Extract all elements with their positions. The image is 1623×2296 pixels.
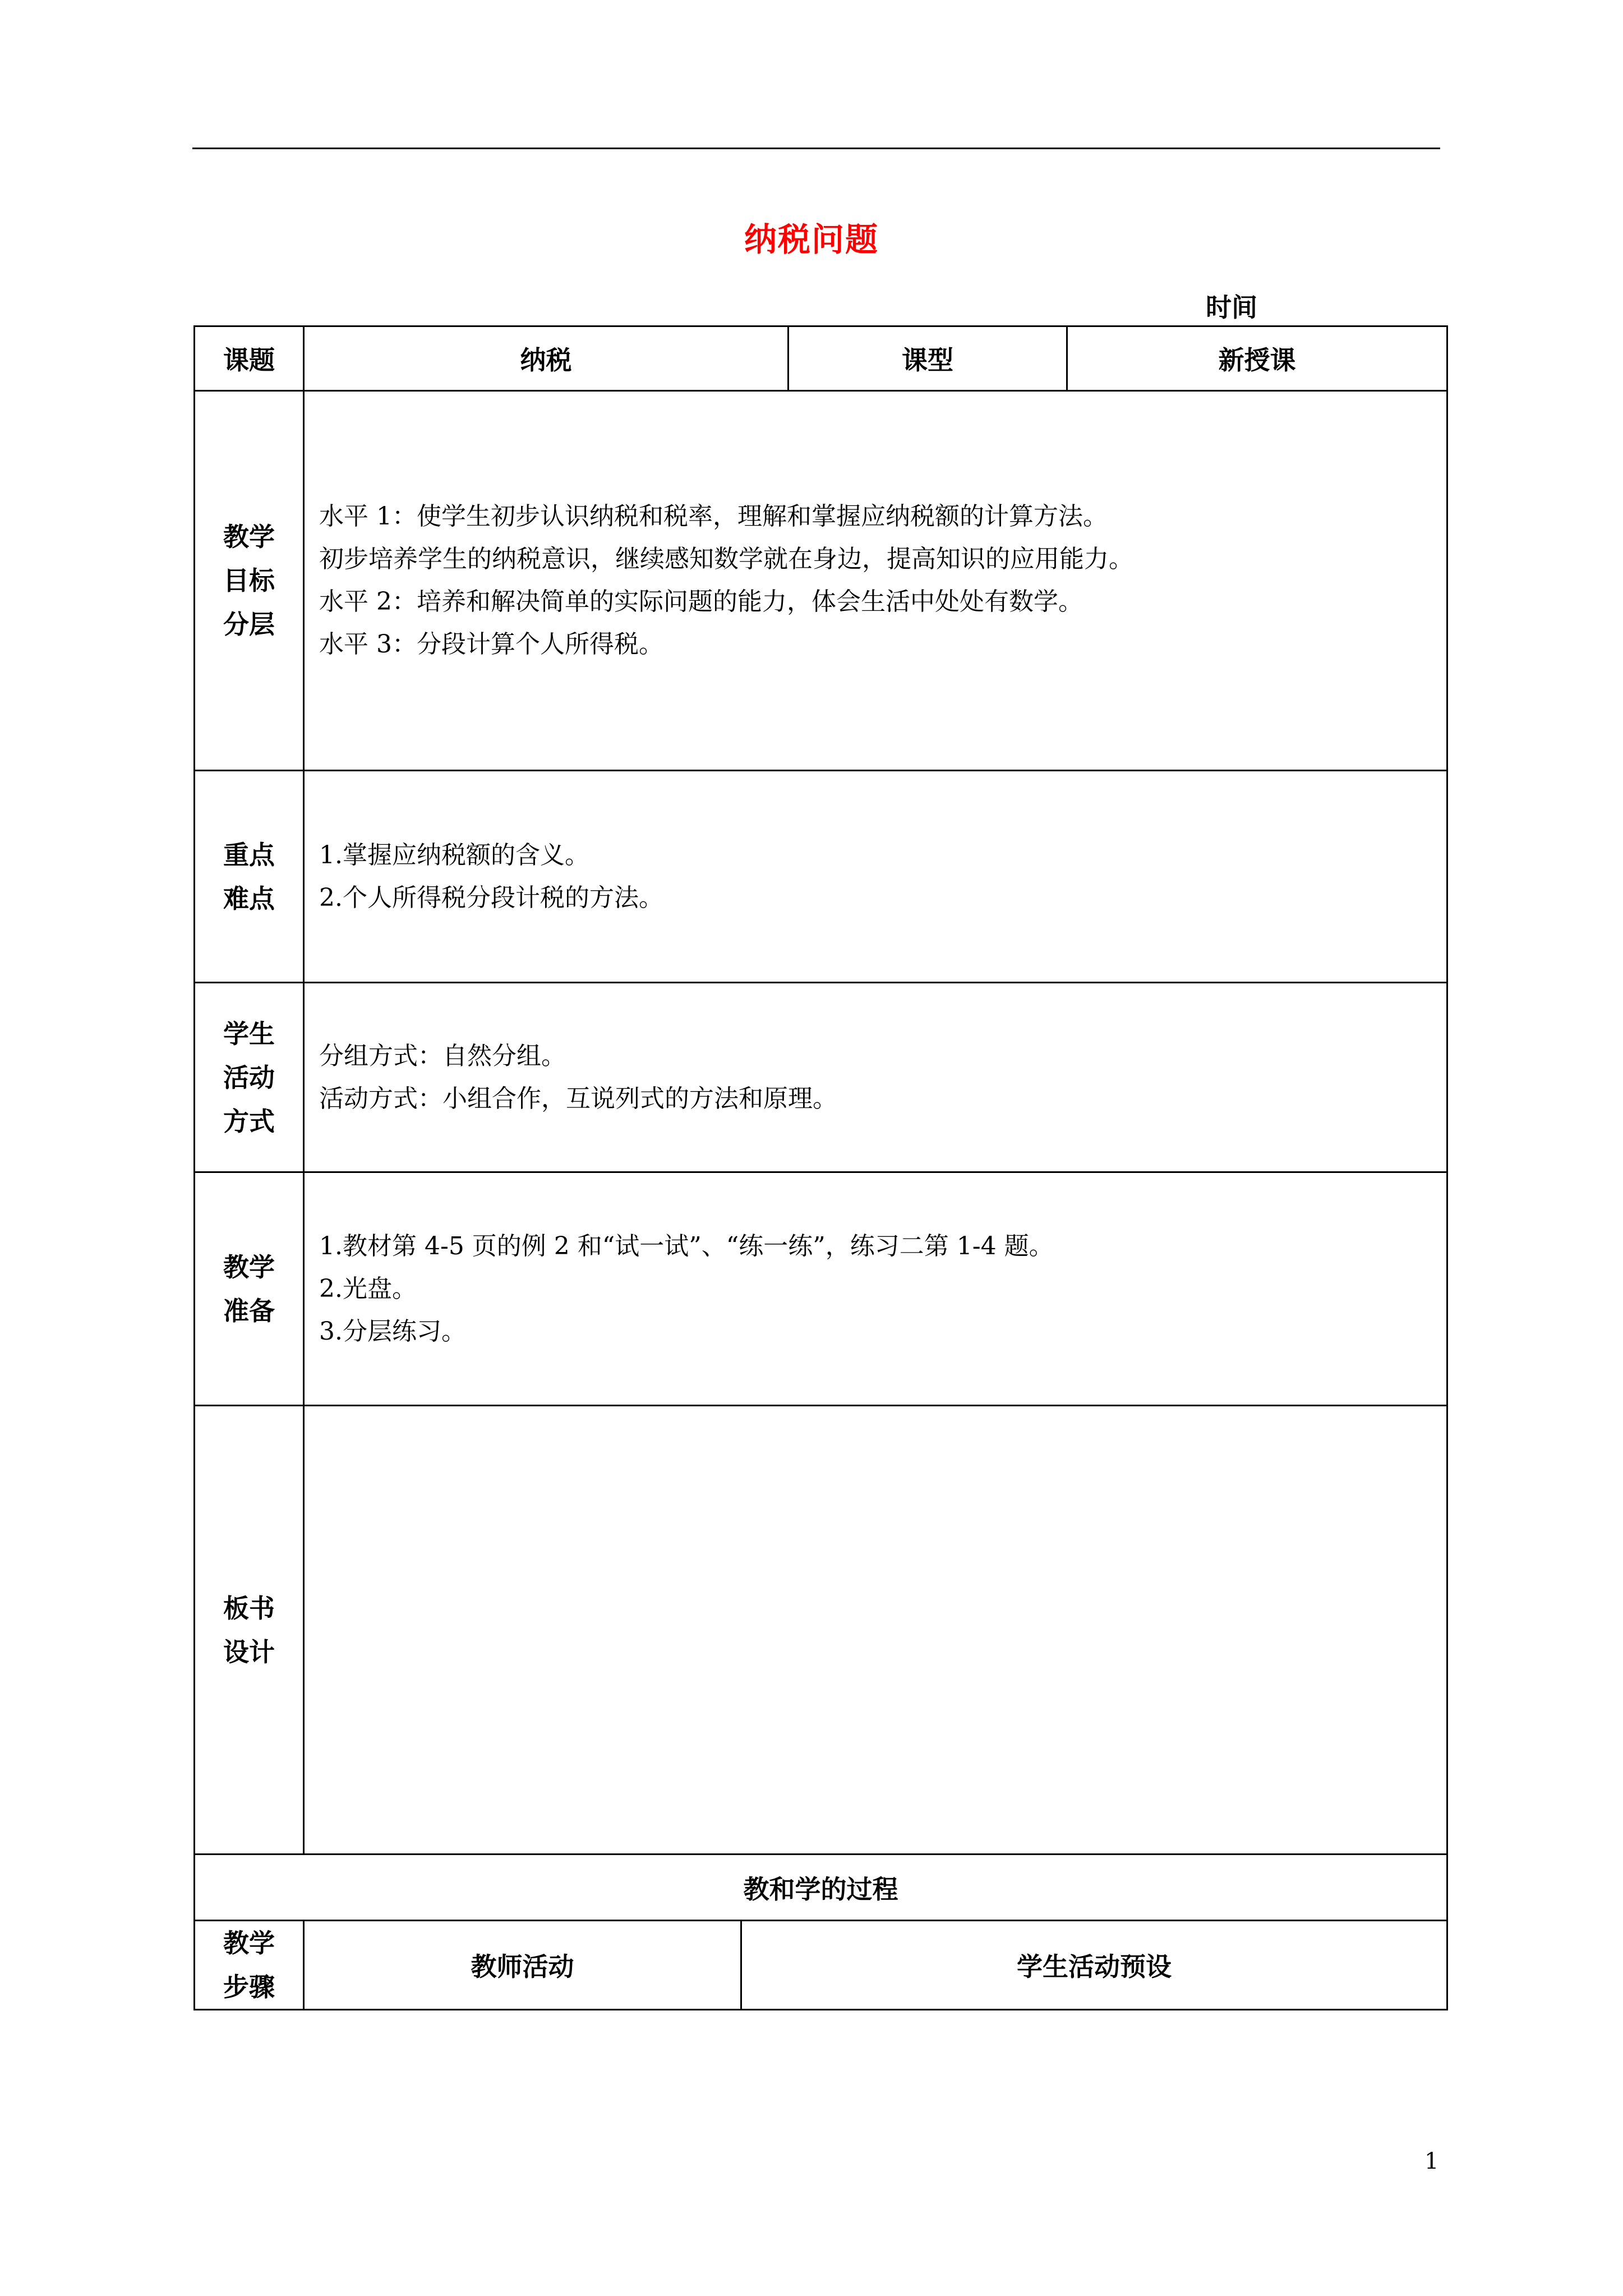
document-title: 纳税问题	[744, 220, 879, 259]
topic-value: 纳税	[520, 345, 572, 375]
label-line: 设计	[223, 1636, 275, 1667]
label-line: 目标	[223, 565, 275, 596]
label-line: 准备	[223, 1295, 275, 1326]
content-line: 1.教材第 4-5 页的例 2 和“试一试”、“练一练”，练习二第 1-4 题。	[319, 1231, 1054, 1260]
teacher-activity-cell	[304, 1921, 741, 2010]
content-line: 2.光盘。	[319, 1274, 417, 1303]
label-line: 教学	[223, 1928, 275, 1958]
section-content-student-activity	[304, 983, 1447, 1172]
content-line: 水平 2：培养和解决简单的实际问题的能力，体会生活中处处有数学。	[319, 587, 1083, 616]
label-line: 重点	[223, 839, 275, 870]
section-label-preparation	[195, 1172, 304, 1406]
lesson-plan-table	[193, 325, 1448, 2010]
label-line: 难点	[223, 883, 275, 914]
step-label-cell	[195, 1921, 304, 2010]
label-line: 教学	[223, 1251, 275, 1282]
page-number: 1	[1424, 2148, 1439, 2174]
content-line: 2.个人所得税分段计税的方法。	[319, 883, 663, 912]
process-heading: 教和学的过程	[743, 1874, 898, 1904]
section-row-preparation	[195, 1172, 1447, 1406]
process-heading-cell	[195, 1855, 1447, 1921]
student-activity-label: 学生活动预设	[1017, 1952, 1172, 1982]
content-line: 3.分层练习。	[319, 1317, 466, 1346]
process-heading-row	[195, 1855, 1447, 1921]
label-line: 步骤	[223, 1972, 275, 2002]
section-content-blackboard	[304, 1406, 1447, 1855]
label-line: 学生	[223, 1018, 275, 1049]
label-line: 分层	[223, 609, 275, 639]
content-line: 初步培养学生的纳税意识，继续感知数学就在身边，提高知识的应用能力。	[319, 545, 1133, 573]
process-header-row	[195, 1921, 1447, 2010]
topic-label-cell	[195, 326, 304, 391]
section-label-blackboard	[195, 1406, 304, 1855]
section-label-student-activity	[195, 983, 304, 1172]
content-line: 1.掌握应纳税额的含义。	[319, 840, 589, 869]
table-header-row	[195, 326, 1447, 391]
teacher-activity-label: 教师活动	[471, 1952, 574, 1982]
topic-label: 课题	[223, 345, 275, 375]
type-value: 新授课	[1218, 345, 1296, 375]
label-line: 板书	[223, 1593, 275, 1623]
header-rule	[192, 148, 1440, 149]
student-activity-cell	[741, 1921, 1447, 2010]
section-row-blackboard	[195, 1406, 1447, 1855]
section-row-student-activity	[195, 983, 1447, 1172]
section-row-key-points	[195, 771, 1447, 983]
section-label-objectives	[195, 391, 304, 771]
content-line: 水平 1：使学生初步认识纳税和税率，理解和掌握应纳税额的计算方法。	[319, 502, 1108, 531]
section-content-key-points	[304, 771, 1447, 983]
label-line: 教学	[223, 522, 275, 552]
content-line: 活动方式：小组合作，互说列式的方法和原理。	[319, 1084, 837, 1113]
label-line: 活动	[223, 1062, 275, 1093]
section-label-key-points	[195, 771, 304, 983]
section-content-preparation	[304, 1172, 1447, 1406]
time-label: 时间	[1206, 292, 1257, 323]
type-value-cell	[1067, 326, 1447, 391]
content-line: 水平 3：分段计算个人所得税。	[319, 630, 663, 659]
type-label-cell	[789, 326, 1067, 391]
topic-value-cell	[304, 326, 789, 391]
label-line: 方式	[223, 1106, 275, 1137]
type-label: 课型	[902, 345, 953, 375]
section-row-objectives	[195, 391, 1447, 771]
section-content-objectives	[304, 391, 1447, 771]
content-line: 分组方式：自然分组。	[319, 1041, 566, 1070]
